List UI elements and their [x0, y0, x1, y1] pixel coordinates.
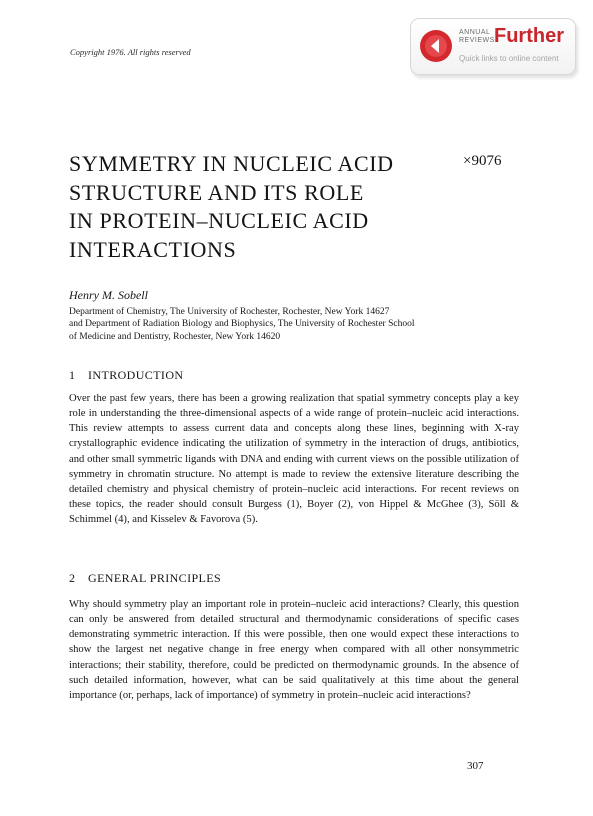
back-arrow-icon	[419, 29, 453, 63]
title-line: IN PROTEIN–NUCLEIC ACID	[69, 208, 369, 233]
affiliation-line: Department of Chemistry, The University of Rochester, Rochester, New York 14627	[69, 307, 390, 317]
title-line: INTERACTIONS	[69, 236, 237, 262]
section-title: GENERAL PRINCIPLES	[88, 571, 222, 585]
badge-further-label: Further	[494, 25, 564, 47]
section-heading-introduction	[69, 368, 183, 383]
copyright-notice: Copyright 1976. All rights reserved	[70, 47, 191, 57]
general-principles-paragraph: Why should symmetry play an important role in protein–nucleic acid interactions? Clearly, this question can only be answered from detailed structural and thermodynamic considerations of specific cases demonstrating symmetric interaction. If this were possible, then one would expect these interactions to show the largest net negative change in free energy when compared with all other nonsymmetric interactions; their stability, therefore, could be predicted on thermodynamic grounds. In the absence of such detailed information, however, what can be said qualitatively at this time about the general importance (or, perhaps, lack of importance) of symmetry in protein–nucleic acid interactions?	[69, 599, 519, 701]
section-heading-general-principles	[69, 571, 221, 586]
section-title: INTRODUCTION	[88, 368, 184, 382]
article-reference-number: ×9076	[463, 153, 502, 169]
introduction-paragraph: Over the past few years, there has been a growing realization that spatial symmetry concepts play a key role in understanding the three-dimensional aspects of a wide range of protein–nucleic acid interactions. This review attempts to assess current data and concepts along these lines, beginning with X-ray crystallographic evidence indicating the utilization of symmetry in the interaction of drugs, antibiotics, and other small symmetric ligands with DNA and ending with current views on the possible utilization of symmetry in chromatin structure. No attempt is made to review the extensive literature describing the detailed chemistry and physical chemistry of protein–nucleic acid interactions. For recent reviews on these topics, the reader should consult Burgess (1), Boyer (2), von Hippel & McGhee (3), Söll & Schimmel (4), and Kisselev & Favorova (5).	[69, 393, 519, 526]
section-number: 2	[69, 571, 76, 585]
title-line: SYMMETRY IN NUCLEIC ACID	[69, 151, 394, 176]
affiliation-line: and Department of Radiation Biology and Biophysics, The University of Rochester School	[69, 319, 415, 330]
page-number: 307	[467, 760, 484, 772]
author-affiliation	[69, 306, 519, 343]
affiliation-line: of Medicine and Dentistry, Rochester, New York 14620	[69, 331, 281, 342]
article-title	[69, 150, 439, 264]
section-number: 1	[69, 368, 76, 382]
author-name: Henry M. Sobell	[69, 288, 148, 302]
annual-reviews-further-badge[interactable]	[410, 18, 576, 75]
badge-quick-links-text: Quick links to online content	[459, 54, 559, 63]
title-line: STRUCTURE AND ITS ROLE	[69, 179, 364, 205]
badge-annual-reviews-label: ANNUAL REVIEWS	[459, 29, 495, 44]
